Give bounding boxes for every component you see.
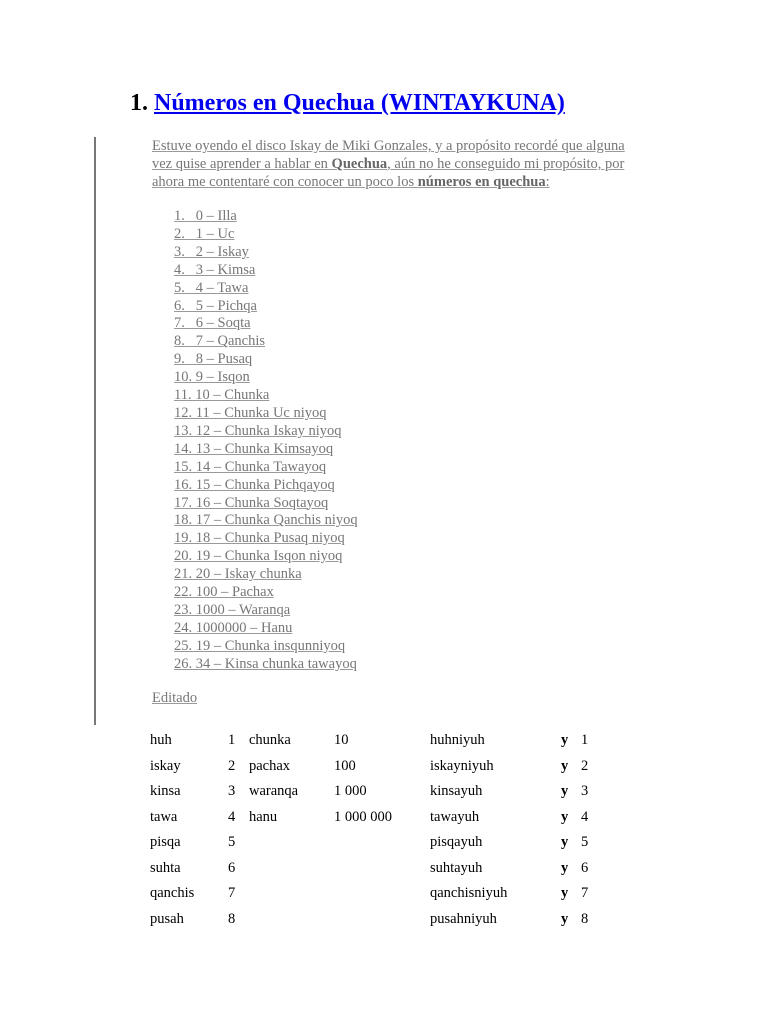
list-item[interactable]: 20. 19 – Chunka Isqon niyoq [174, 548, 343, 565]
table-cell-compound-digit: 2 [581, 757, 589, 774]
table-cell-compound-word: iskayniyuh [430, 757, 494, 774]
table-cell-conjunction: y [561, 910, 569, 927]
table-cell-compound-word: suhtayuh [430, 859, 483, 876]
list-item[interactable]: 26. 34 – Kinsa chunka tawayoq [174, 655, 357, 672]
intro-bold-numeros: números en quechua [417, 174, 546, 190]
table-row [150, 779, 611, 805]
table-cell-compound-word: pusahniyuh [430, 910, 497, 927]
list-item[interactable]: 3. 2 – Iskay [174, 243, 249, 260]
list-item[interactable]: 5. 4 – Tawa [174, 279, 249, 296]
list-item[interactable]: 1. 0 – Illa [174, 208, 237, 224]
table-cell-tens-word [249, 907, 334, 933]
table-cell-digit: 3 [228, 783, 236, 800]
list-item[interactable]: 21. 20 – Iskay chunka [174, 566, 302, 583]
table-cell-tens-word [249, 856, 334, 882]
list-item[interactable]: 24. 1000000 – Hanu [174, 619, 293, 636]
table-row [150, 805, 611, 831]
table-cell-tens-value: 1 000 000 [334, 808, 392, 825]
table-cell-tens-word: chunka [249, 732, 291, 749]
table-cell-compound-word: huhniyuh [430, 732, 485, 749]
list-item[interactable]: 23. 1000 – Waranqa [174, 601, 291, 618]
list-item[interactable]: 17. 16 – Chunka Soqtayoq [174, 494, 329, 511]
table-cell-tens-value: 100 [334, 757, 356, 774]
intro-text-3: : [545, 174, 550, 190]
intro-bold-quechua: Quechua [331, 156, 388, 172]
table-cell-compound-digit: 7 [581, 885, 589, 902]
list-item[interactable]: 10. 9 – Isqon [174, 369, 250, 386]
table-cell-digit: 5 [228, 834, 236, 851]
table-cell-tens-word: waranqa [249, 783, 299, 800]
table-cell-tens-word [249, 881, 334, 907]
table-cell-quechua-word: pusah [150, 910, 184, 927]
table-row [150, 728, 611, 754]
table-cell-digit: 8 [228, 910, 236, 927]
list-item[interactable]: 9. 8 – Pusaq [174, 351, 253, 368]
table-cell-digit: 1 [228, 732, 236, 749]
table-cell-quechua-word: huh [150, 732, 172, 749]
list-item[interactable]: 13. 12 – Chunka Iskay niyoq [174, 422, 342, 439]
table-row [150, 881, 611, 907]
table-cell-compound-digit: 1 [581, 732, 589, 749]
table-cell-compound-digit: 5 [581, 834, 589, 851]
table-cell-compound-word: pisqayuh [430, 834, 483, 851]
intro-text-2: , aún no he conseguido mi propósito, por ahora me contentaré con conocer un poco los [152, 156, 625, 190]
intro-text-1: Estuve oyendo el disco Iskay de Miki Gonzales, y a propósito recordé que alguna vez quise aprender a hablar en [152, 138, 625, 172]
table-row [150, 907, 611, 933]
table-cell-conjunction: y [561, 885, 569, 902]
table-cell-compound-digit: 3 [581, 783, 589, 800]
table-cell-quechua-word: iskay [150, 757, 181, 774]
table-cell-digit: 6 [228, 859, 236, 876]
numbers-table [150, 728, 611, 932]
list-item[interactable]: 22. 100 – Pachax [174, 584, 274, 601]
table-cell-tens-word: hanu [249, 808, 278, 825]
table-cell-compound-digit: 8 [581, 910, 589, 927]
table-cell-tens-value [334, 881, 430, 907]
table-cell-tens-word [249, 830, 334, 856]
table-cell-tens-value [334, 907, 430, 933]
table-cell-compound-word: tawayuh [430, 808, 480, 825]
list-item[interactable]: 7. 6 – Soqta [174, 315, 251, 332]
page-heading [130, 90, 565, 117]
list-item[interactable]: 11. 10 – Chunka [174, 387, 270, 404]
table-cell-quechua-word: tawa [150, 808, 178, 825]
heading-link[interactable]: Números en Quechua (WINTAYKUNA) [154, 90, 565, 116]
list-item[interactable]: 4. 3 – Kimsa [174, 261, 256, 278]
list-item[interactable]: 8. 7 – Qanchis [174, 333, 266, 350]
intro-paragraph [152, 137, 647, 191]
table-cell-conjunction: y [561, 732, 569, 749]
edited-link[interactable]: Editado [152, 690, 198, 706]
table-cell-compound-word: qanchisniyuh [430, 885, 508, 902]
table-cell-tens-word: pachax [249, 757, 291, 774]
table-cell-conjunction: y [561, 783, 569, 800]
table-cell-conjunction: y [561, 834, 569, 851]
table-cell-conjunction: y [561, 757, 569, 774]
table-cell-tens-value: 10 [334, 732, 349, 749]
table-cell-conjunction: y [561, 808, 569, 825]
table-cell-digit: 7 [228, 885, 236, 902]
table-cell-quechua-word: kinsa [150, 783, 181, 800]
table-cell-compound-word: kinsayuh [430, 783, 483, 800]
blockquote-bar [94, 137, 96, 725]
table-cell-quechua-word: qanchis [150, 885, 195, 902]
number-list [174, 208, 358, 674]
table-cell-quechua-word: pisqa [150, 834, 181, 851]
table-cell-quechua-word: suhta [150, 859, 181, 876]
table-row [150, 830, 611, 856]
table-cell-tens-value [334, 856, 430, 882]
list-item[interactable]: 19. 18 – Chunka Pusaq niyoq [174, 530, 345, 547]
table-cell-compound-digit: 4 [581, 808, 589, 825]
list-item[interactable]: 2. 1 – Uc [174, 225, 235, 242]
table-row [150, 754, 611, 780]
list-item[interactable]: 14. 13 – Chunka Kimsayoq [174, 440, 334, 457]
list-item[interactable]: 6. 5 – Pichqa [174, 297, 257, 314]
list-item[interactable]: 15. 14 – Chunka Tawayoq [174, 458, 327, 475]
list-item[interactable]: 16. 15 – Chunka Pichqayoq [174, 476, 335, 493]
table-cell-tens-value [334, 830, 430, 856]
table-cell-digit: 4 [228, 808, 236, 825]
list-item[interactable]: 12. 11 – Chunka Uc niyoq [174, 404, 327, 421]
table-cell-tens-value: 1 000 [334, 783, 367, 800]
table-cell-compound-digit: 6 [581, 859, 589, 876]
table-cell-conjunction: y [561, 859, 569, 876]
table-cell-digit: 2 [228, 757, 236, 774]
heading-number: 1. [130, 90, 148, 116]
table-row [150, 856, 611, 882]
list-item[interactable]: 25. 19 – Chunka insqunniyoq [174, 637, 346, 654]
list-item[interactable]: 18. 17 – Chunka Qanchis niyoq [174, 512, 358, 529]
